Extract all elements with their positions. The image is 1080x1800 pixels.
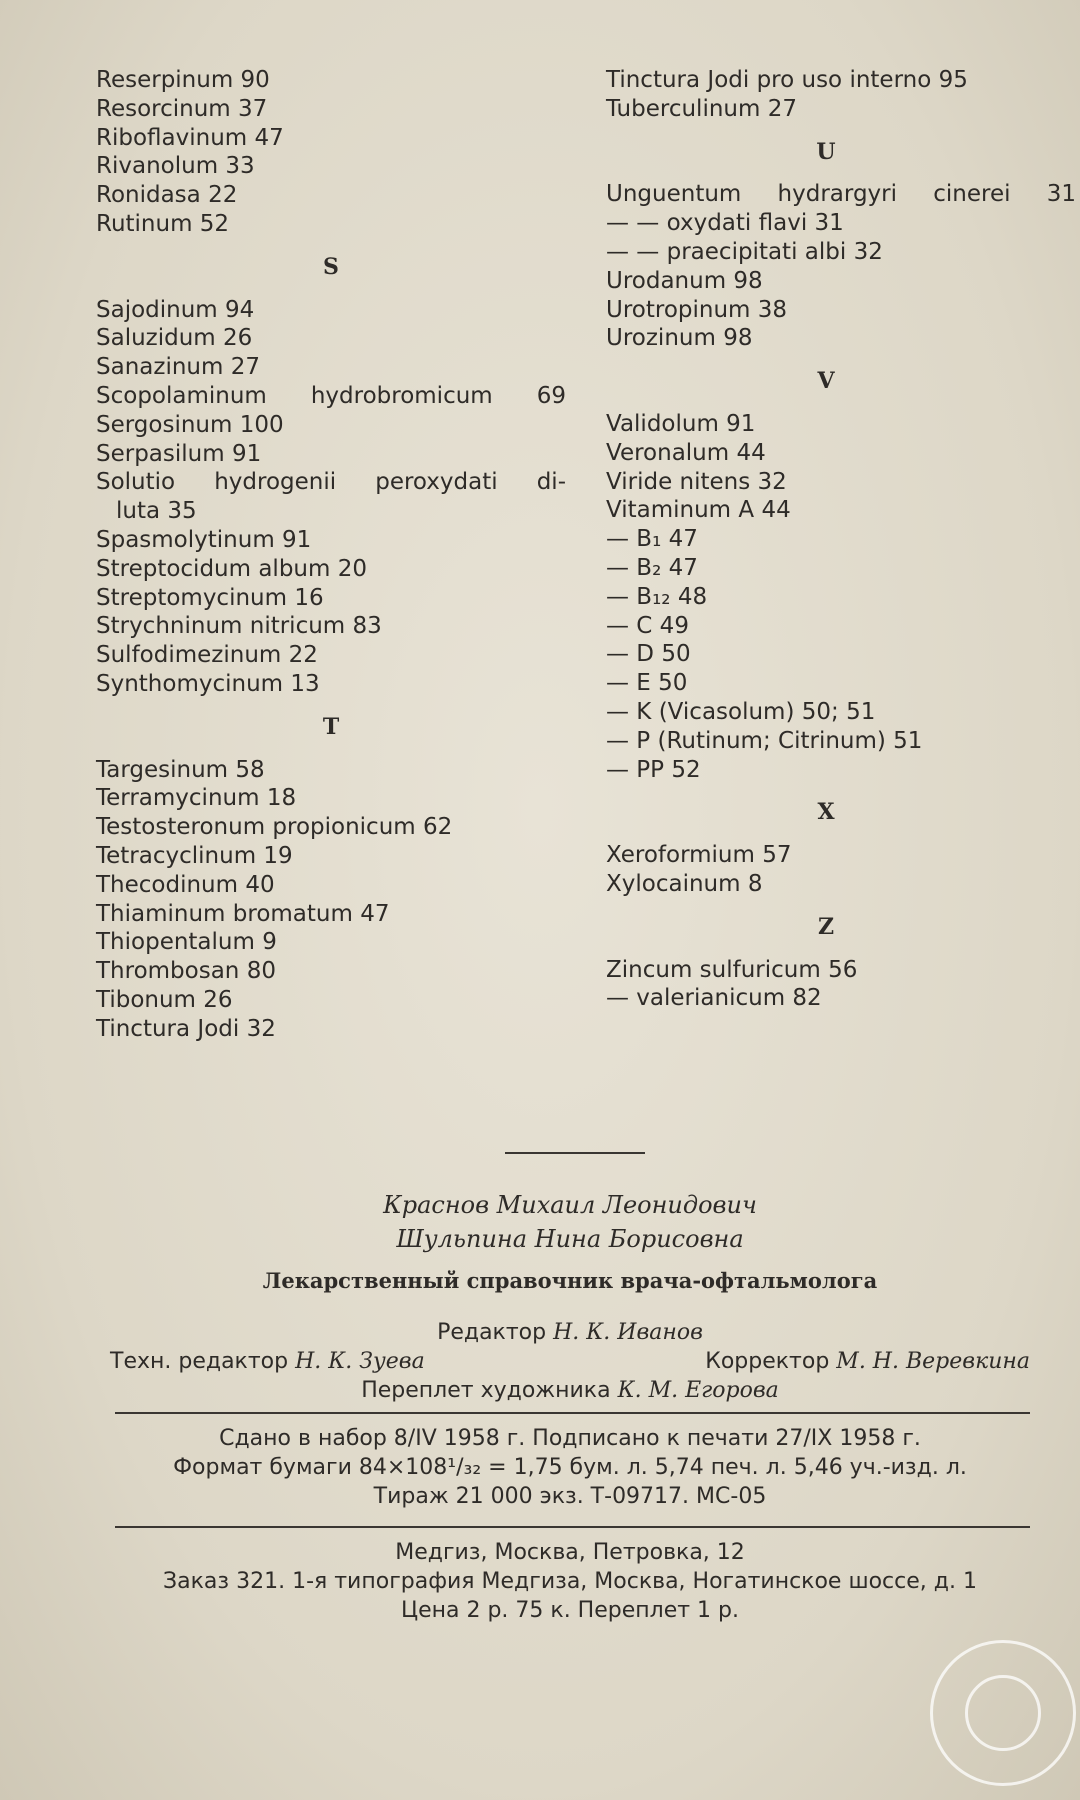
index-entry: Tuberculinum 27	[606, 95, 797, 122]
imprint-printing	[110, 1424, 1030, 1511]
index-entry: Veronalum 44	[606, 439, 766, 466]
binding-label: Переплет художника	[361, 1378, 611, 1403]
index-entry: Rutinum 52	[96, 210, 230, 237]
index-entry: — PP 52	[606, 756, 701, 783]
tech-editor-corrector-line	[110, 1347, 1030, 1376]
corrector-name: М. Н. Веревкина	[836, 1349, 1030, 1374]
section-letter-heading: S	[323, 253, 339, 280]
index-entry: Thecodinum 40	[96, 871, 275, 898]
index-left-column	[96, 66, 566, 1044]
index-entry: Xeroformium 57	[606, 842, 792, 869]
binding-name: К. М. Егорова	[617, 1378, 779, 1403]
corrector	[705, 1347, 1030, 1376]
index-entry: Unguentum hydrargyri cinerei 31	[606, 181, 1076, 208]
index-entry: Tinctura Jodi 32	[96, 1015, 276, 1042]
printing-house-line: Заказ 321. 1-я типография Медгиза, Москва, Ногатинское шоссе, д. 1	[163, 1569, 977, 1594]
index-entry: Sanazinum 27	[96, 354, 260, 381]
section-divider	[505, 1152, 645, 1154]
index-entry: Sulfodimezinum 22	[96, 642, 318, 669]
price-line: Цена 2 р. 75 к. Переплет 1 р.	[401, 1598, 739, 1623]
index-entry: Tibonum 26	[96, 986, 233, 1013]
index-entry: Urotropinum 38	[606, 296, 788, 323]
index-entry: Rivanolum 33	[96, 153, 255, 180]
index-entry: Serpasilum 91	[96, 440, 262, 467]
section-letter-heading: V	[817, 368, 835, 395]
index-right-column	[606, 66, 1076, 1013]
index-entry: Zincum sulfuricum 56	[606, 956, 858, 983]
index-entry: Resorcinum 37	[96, 95, 268, 122]
author-name: Краснов Михаил Леонидович	[383, 1191, 757, 1219]
editor-line	[110, 1318, 1030, 1347]
index-entry: — E 50	[606, 670, 688, 697]
index-entry: Synthomycinum 13	[96, 670, 320, 697]
index-entry: Thiopentalum 9	[96, 929, 277, 956]
index-entry: Testosteronum propionicum 62	[96, 814, 453, 841]
index-entry: Strychninum nitricum 83	[96, 613, 382, 640]
rule-line	[115, 1526, 1030, 1528]
index-entry: Urozinum 98	[606, 325, 753, 352]
editor-name: Н. К. Иванов	[553, 1320, 703, 1345]
index-entry: — C 49	[606, 612, 689, 639]
binding-line	[110, 1376, 1030, 1405]
index-entry: Xylocainum 8	[606, 870, 763, 897]
index-entry: Validolum 91	[606, 410, 756, 437]
index-entry: Tinctura Jodi pro uso interno 95	[606, 67, 968, 93]
tech-editor-label: Техн. редактор	[110, 1349, 289, 1374]
seal-inner-ring	[965, 1675, 1041, 1751]
index-entry: Riboflavinum 47	[96, 124, 284, 151]
index-entry: — D 50	[606, 641, 691, 668]
book-title: Лекарственный справочник врача-офтальмолога	[262, 1268, 878, 1293]
section-letter-heading: T	[322, 713, 340, 740]
tech-editor	[110, 1347, 425, 1376]
index-entry: Vitaminum A 44	[606, 497, 791, 524]
tech-editor-name: Н. К. Зуева	[295, 1349, 425, 1374]
index-entry: — P (Rutinum; Citrinum) 51	[606, 727, 923, 754]
publisher-address: Медгиз, Москва, Петровка, 12	[395, 1540, 745, 1565]
index-entry: Ronidasa 22	[96, 182, 238, 209]
imprint-credits	[110, 1318, 1030, 1405]
index-entry: Streptomycinum 16	[96, 584, 324, 611]
index-entry: — B₁₂ 48	[606, 583, 708, 610]
index-entry: Thrombosan 80	[96, 958, 276, 985]
index-entry: luta 35	[116, 498, 197, 525]
index-entry: — — oxydati flavi 31	[606, 210, 844, 237]
museum-seal-icon	[930, 1640, 1076, 1786]
index-entry: Thiaminum bromatum 47	[96, 900, 390, 927]
index-entry: — — praecipitati albi 32	[606, 238, 883, 265]
index-entry: Urodanum 98	[606, 267, 763, 294]
section-letter-heading: X	[817, 799, 835, 826]
index-entry: — B₂ 47	[606, 554, 698, 581]
index-entry: Sajodinum 94	[96, 296, 255, 323]
print-run-line: Тираж 21 000 экз. Т-09717. МС-05	[373, 1484, 767, 1509]
imprint-publisher	[110, 1538, 1030, 1625]
index-entry: — K (Vicasolum) 50; 51	[606, 698, 876, 725]
index-entry: — valerianicum 82	[606, 985, 822, 1012]
index-entry: Solutio hydrogenii peroxydati di-	[96, 469, 566, 496]
index-entry: Sergosinum 100	[96, 411, 284, 438]
index-entry: Spasmolytinum 91	[96, 526, 312, 553]
editor-label: Редактор	[437, 1320, 547, 1345]
index-entry: Scopolaminum hydrobromicum 69	[96, 382, 566, 409]
index-entry: Terramycinum 18	[96, 785, 297, 812]
corrector-label: Корректор	[705, 1349, 830, 1374]
rule-line	[115, 1412, 1030, 1414]
section-letter-heading: U	[816, 138, 836, 165]
index-entry: Reserpinum 90	[96, 67, 270, 93]
index-entry: Saluzidum 26	[96, 325, 253, 352]
imprint-authors	[110, 1188, 1030, 1295]
section-letter-heading: Z	[817, 913, 835, 940]
paper-format-line: Формат бумаги 84×108¹/₃₂ = 1,75 бум. л. 5,74 печ. л. 5,46 уч.-изд. л.	[173, 1455, 967, 1480]
print-dates-line: Сдано в набор 8/IV 1958 г. Подписано к печати 27/IX 1958 г.	[219, 1426, 921, 1451]
index-entry: Targesinum 58	[96, 756, 265, 783]
index-entry: — B₁ 47	[606, 526, 698, 553]
index-entry: Tetracyclinum 19	[96, 842, 293, 869]
index-entry: Streptocidum album 20	[96, 555, 367, 582]
index-entry: Viride nitens 32	[606, 468, 787, 495]
author-name: Шульпина Нина Борисовна	[396, 1225, 744, 1253]
